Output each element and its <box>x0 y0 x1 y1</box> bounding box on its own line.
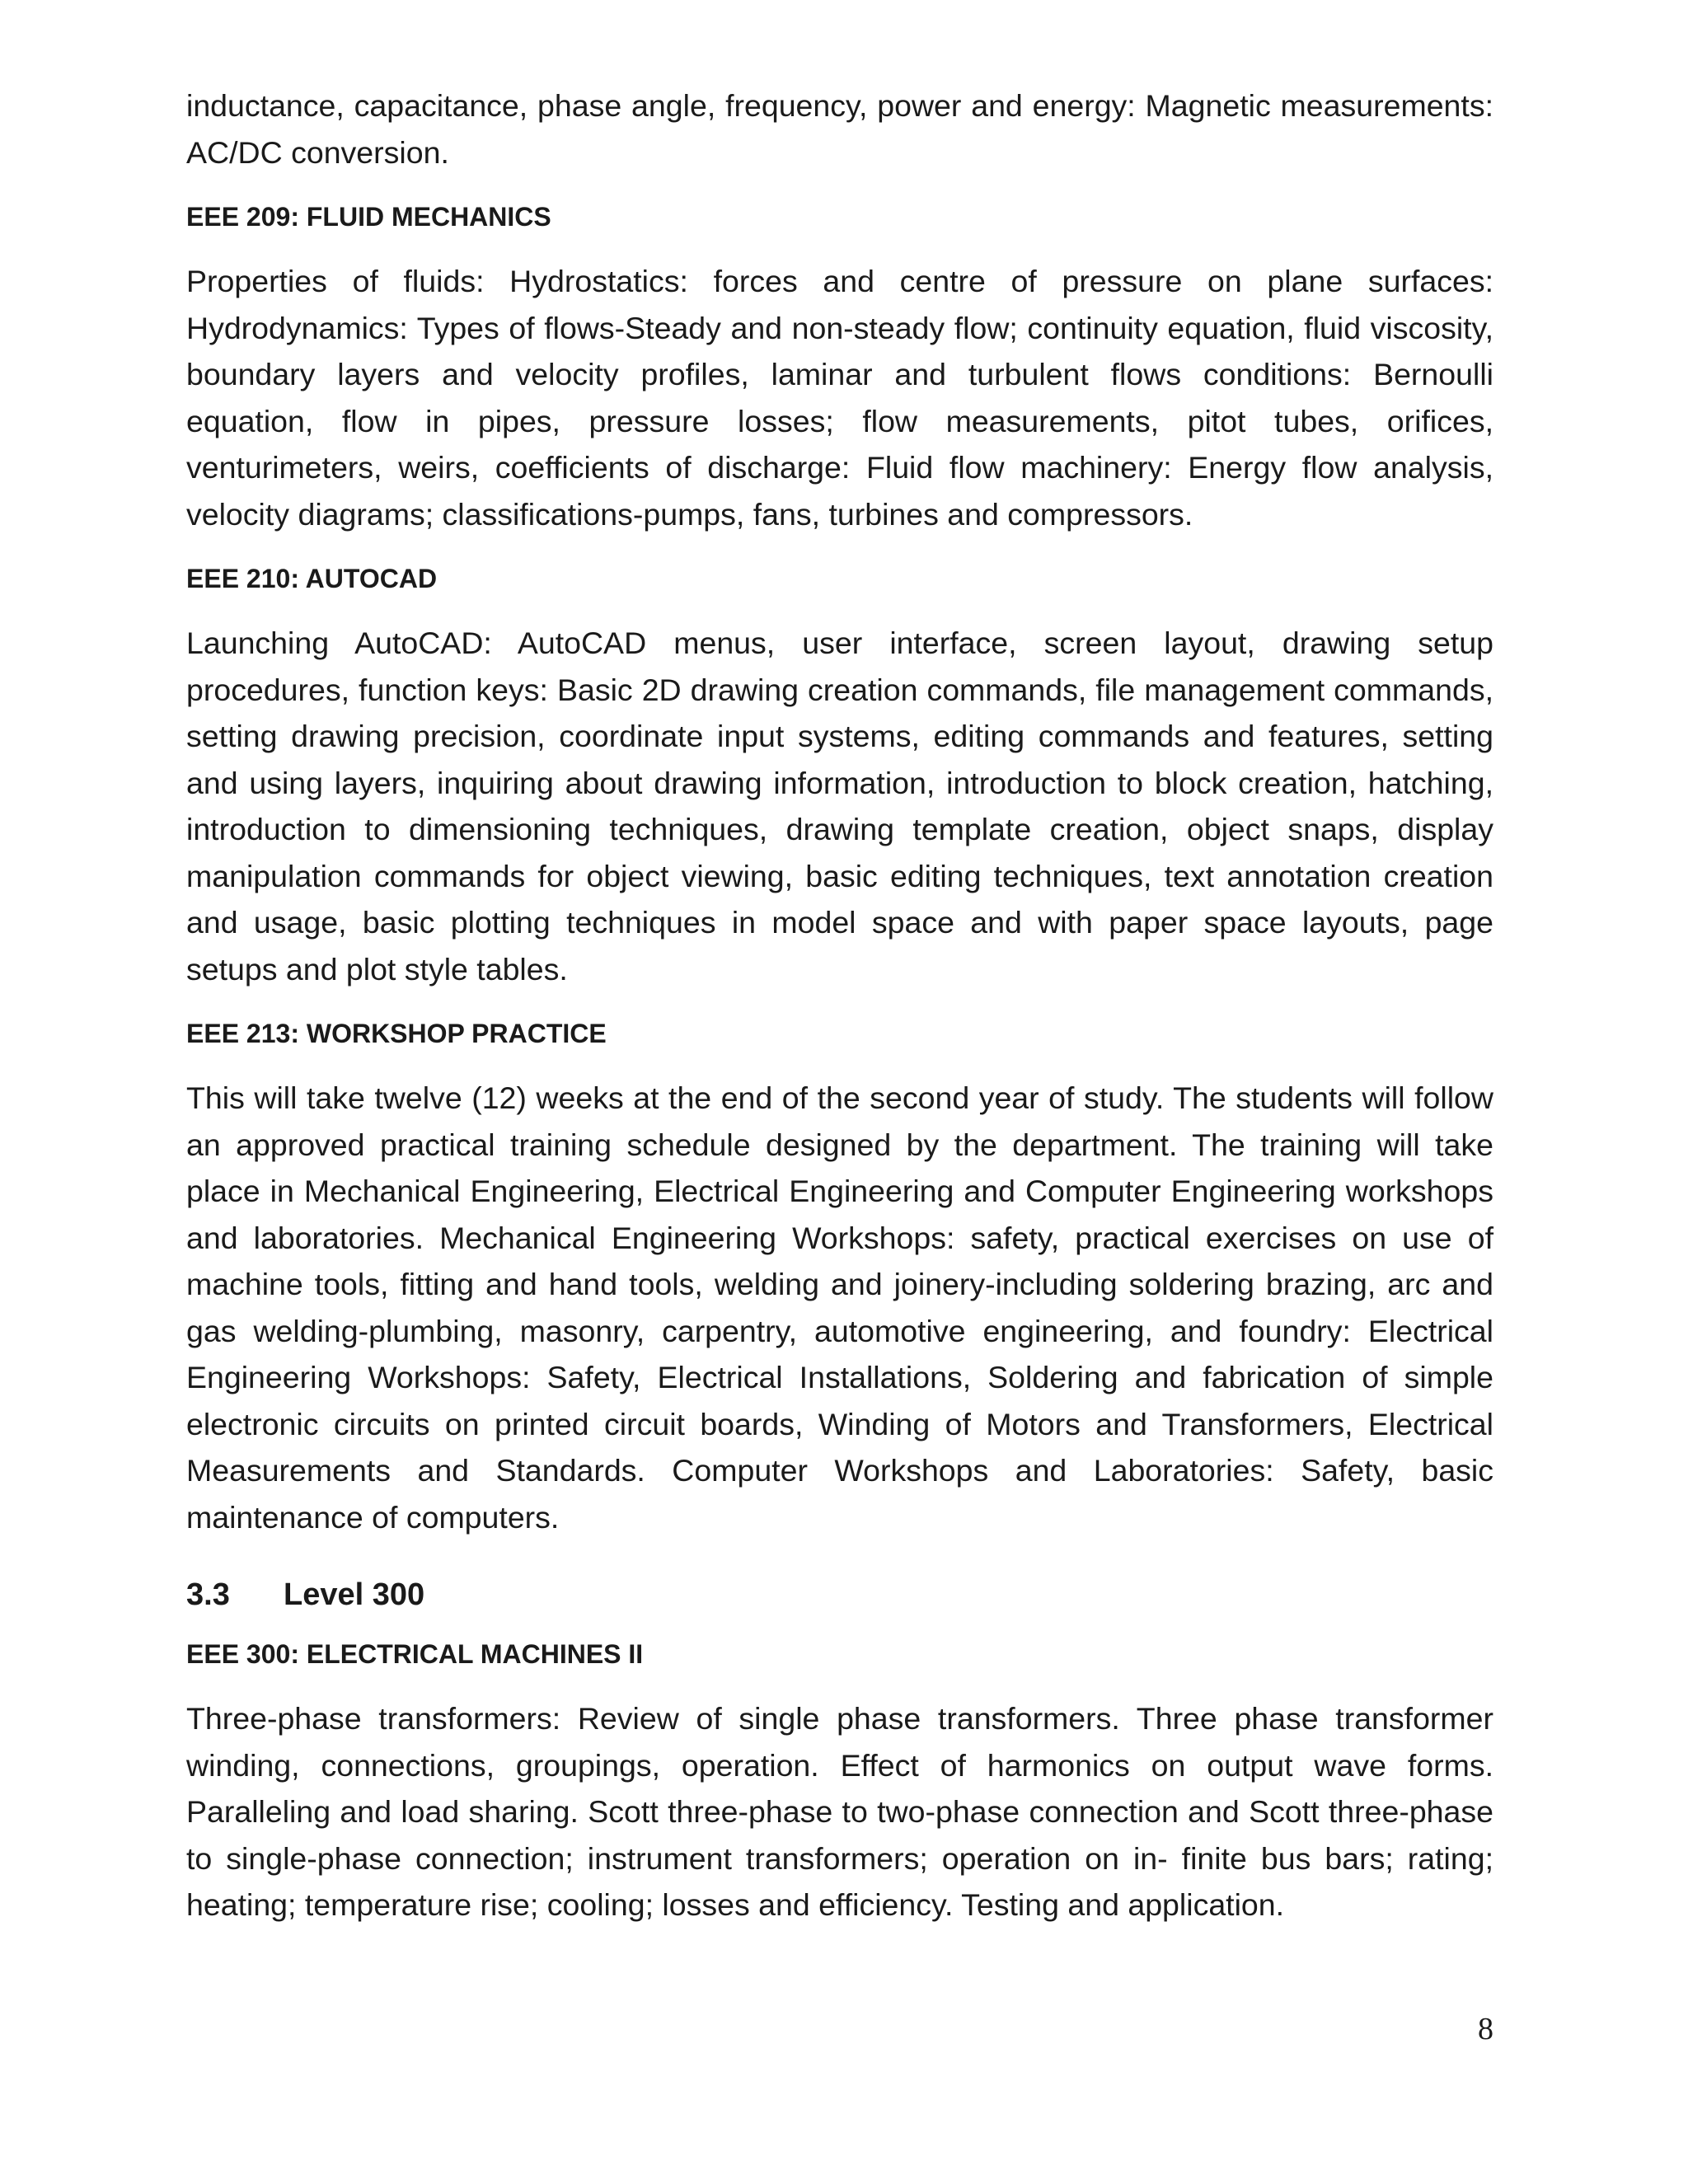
course-heading-eee210: EEE 210: AUTOCAD <box>186 564 438 593</box>
section-title: Level 300 <box>284 1577 425 1612</box>
course-body-eee209: Properties of fluids: Hydrostatics: forces and centre of pressure on plane surfaces: Hydrodynamics: Types of flows-Steady and non-steady flow; continuity equation, fluid viscosity, boundary layers and velocity profiles, laminar and turbulent flows conditions: Bernoulli equation, flow in pipes, pressure losses; flow measurements, pitot tubes, orifices, venturimeters, weirs, coefficients of discharge: Fluid flow machinery: Energy flow analysis, velocity diagrams; classifications-pumps, fans, turbines and compressors. <box>186 264 1493 532</box>
course-heading-eee300: EEE 300: ELECTRICAL MACHINES II <box>186 1639 644 1669</box>
page-number: 8 <box>1478 2012 1493 2046</box>
course-body-eee210: Launching AutoCAD: AutoCAD menus, user interface, screen layout, drawing setup procedures, function keys: Basic 2D drawing creation commands, file management commands, setting drawing precision, coordinate input systems, editing commands and features, setting and using layers, inquiring about drawing information, introduction to block creation, hatching, introduction to dimensioning techniques, drawing template creation, object snaps, display manipulation commands for object viewing, basic editing techniques, text annotation creation and usage, basic plotting techniques in model space and with paper space layouts, page setups and plot style tables. <box>186 626 1493 987</box>
course-body-eee213: This will take twelve (12) weeks at the end of the second year of study. The students will follow an approved practical training schedule designed by the department. The training will take place in Mechanical Engineering, Electrical Engineering and Computer Engineering workshops and laboratories. Mechanical Engineering Workshops: safety, practical exercises on use of machine tools, fitting and hand tools, welding and joinery-including soldering brazing, arc and gas welding-plumbing, masonry, carpentry, automotive engineering, and foundry: Electrical Engineering Workshops: Safety, Electrical Installations, Soldering and fabrication of simple electronic circuits on printed circuit boards, Winding of Motors and Transformers, Electrical Measurements and Standards. Computer Workshops and Laboratories: Safety, basic maintenance of computers. <box>186 1080 1493 1535</box>
course-heading-eee209: EEE 209: FLUID MECHANICS <box>186 202 551 232</box>
course-body-eee300: Three-phase transformers: Review of single phase transformers. Three phase transformer winding, connections, groupings, operation. Effect of harmonics on output wave forms. Paralleling and load sharing. Scott three-phase to two-phase connection and Scott three-phase to single-phase connection; instrument transformers; operation on in- finite bus bars; rating; heating; temperature rise; cooling; losses and efficiency. Testing and application. <box>186 1701 1493 1922</box>
document-page <box>186 82 1493 1929</box>
section-number: 3.3 <box>186 1577 230 1612</box>
intro-paragraph: inductance, capacitance, phase angle, frequency, power and energy: Magnetic measurements: AC/DC conversion. <box>186 88 1493 170</box>
course-heading-eee213: EEE 213: WORKSHOP PRACTICE <box>186 1019 607 1048</box>
section-heading-level-300 <box>186 1575 1493 1615</box>
